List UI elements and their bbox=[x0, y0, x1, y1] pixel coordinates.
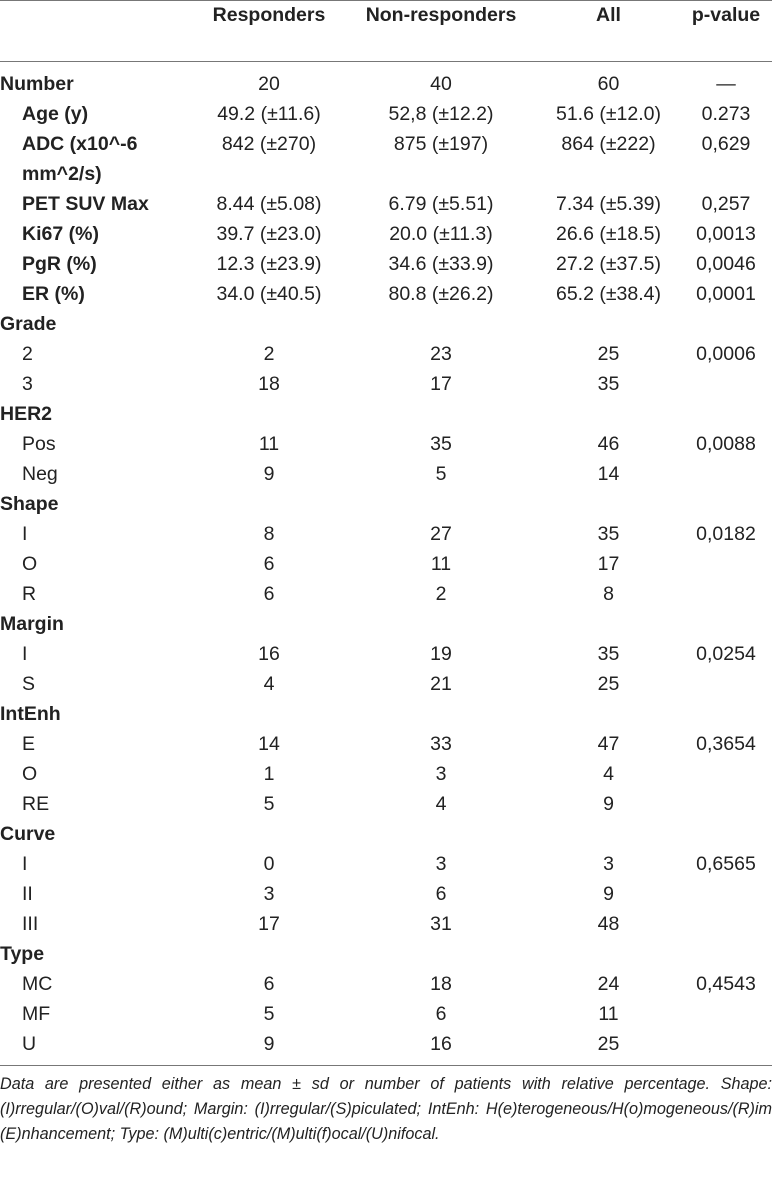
table-row bbox=[0, 309, 772, 339]
cell-all: 26.6 (±18.5) bbox=[555, 223, 661, 245]
cell-responders: 6 bbox=[263, 553, 275, 575]
cell-non-responders: 23 bbox=[430, 343, 452, 365]
cell-p-value bbox=[680, 669, 772, 699]
table-row bbox=[0, 369, 772, 399]
row-label: HER2 bbox=[0, 403, 53, 425]
table-row bbox=[0, 189, 772, 219]
cell-non-responders: 3 bbox=[435, 853, 447, 875]
cell-all: 60 bbox=[597, 73, 620, 95]
cell-p-value bbox=[680, 549, 772, 579]
cell-all: 14 bbox=[597, 463, 620, 485]
cell-p-value bbox=[680, 909, 772, 939]
cell-non-responders: 875 (±197) bbox=[393, 133, 489, 155]
cell-responders bbox=[193, 939, 345, 969]
cell-p-value bbox=[680, 1029, 772, 1059]
header-all: All bbox=[596, 4, 621, 26]
cell-p-value bbox=[680, 309, 772, 339]
row-label: Number bbox=[0, 73, 74, 95]
cell-p-value: 0,0006 bbox=[696, 343, 756, 365]
cell-all: 35 bbox=[597, 523, 620, 545]
cell-p-value bbox=[680, 399, 772, 429]
table-row bbox=[0, 699, 772, 729]
cell-non-responders bbox=[345, 699, 537, 729]
cell-p-value bbox=[680, 789, 772, 819]
cell-non-responders: 35 bbox=[430, 433, 452, 455]
cell-p-value: 0,629 bbox=[701, 133, 751, 155]
cell-responders: 842 (±270) bbox=[221, 133, 317, 155]
cell-non-responders: 2 bbox=[435, 583, 447, 605]
cell-p-value bbox=[680, 879, 772, 909]
table-row bbox=[0, 909, 772, 939]
table-row bbox=[0, 429, 772, 459]
table-row bbox=[0, 249, 772, 279]
row-label: Curve bbox=[0, 823, 56, 845]
cell-responders: 17 bbox=[258, 913, 280, 935]
cell-all: 48 bbox=[597, 913, 620, 935]
cell-non-responders bbox=[345, 489, 537, 519]
cell-p-value bbox=[680, 489, 772, 519]
cell-all: 4 bbox=[603, 763, 614, 785]
cell-non-responders bbox=[345, 609, 537, 639]
cell-all bbox=[537, 939, 680, 969]
cell-responders: 5 bbox=[263, 793, 275, 815]
cell-non-responders: 80.8 (±26.2) bbox=[388, 283, 494, 305]
table-row bbox=[0, 549, 772, 579]
cell-p-value bbox=[680, 819, 772, 849]
cell-responders bbox=[193, 309, 345, 339]
cell-all: 7.34 (±5.39) bbox=[555, 193, 661, 215]
cell-p-value: 0,4543 bbox=[696, 973, 756, 995]
table-body bbox=[0, 61, 772, 1059]
row-label: Neg bbox=[22, 463, 58, 485]
table-row bbox=[0, 669, 772, 699]
cell-all: 25 bbox=[597, 1033, 620, 1055]
cell-non-responders bbox=[345, 399, 537, 429]
header-non-responders: Non-responders bbox=[365, 4, 517, 26]
cell-responders: 6 bbox=[263, 973, 275, 995]
cell-responders bbox=[193, 489, 345, 519]
table-bottom-rule bbox=[0, 1065, 772, 1066]
row-label: Pos bbox=[22, 433, 56, 455]
row-label: ADC (x10^-6 mm^2/s) bbox=[22, 133, 138, 185]
cell-p-value bbox=[680, 579, 772, 609]
cell-non-responders: 18 bbox=[430, 973, 452, 995]
cell-all: 9 bbox=[603, 883, 614, 905]
cell-non-responders: 21 bbox=[430, 673, 452, 695]
row-label: Type bbox=[0, 943, 45, 965]
cell-all bbox=[537, 699, 680, 729]
cell-responders: 8.44 (±5.08) bbox=[216, 193, 322, 215]
cell-p-value bbox=[680, 369, 772, 399]
table-row bbox=[0, 99, 772, 129]
cell-non-responders: 6.79 (±5.51) bbox=[388, 193, 494, 215]
cell-responders: 11 bbox=[258, 433, 280, 455]
cell-responders: 5 bbox=[263, 1003, 275, 1025]
cell-p-value: 0,0046 bbox=[696, 253, 756, 275]
table-row bbox=[0, 849, 772, 879]
row-label: IntEnh bbox=[0, 703, 61, 725]
row-label: I bbox=[22, 853, 28, 875]
cell-non-responders: 3 bbox=[435, 763, 447, 785]
table-row bbox=[0, 399, 772, 429]
table-row bbox=[0, 459, 772, 489]
cell-non-responders: 52,8 (±12.2) bbox=[388, 103, 494, 125]
cell-non-responders: 40 bbox=[430, 73, 452, 95]
cell-non-responders bbox=[345, 819, 537, 849]
row-label: R bbox=[22, 583, 37, 605]
table-row bbox=[0, 489, 772, 519]
table-footnote: Data are presented either as mean ± sd or number of patients with relative percentage. Shape: (I)rregular/(O)val/(R)ound; Margin: (I)rregular/(S)piculated; IntEnh: H(e)terogeneous/H(o)mogeneous/(R)im (E)nhancement; Type: (M)ulti(c)entric/(M)ulti(f)ocal/(U)nifocal. bbox=[0, 1075, 772, 1143]
table-row bbox=[0, 339, 772, 369]
row-label: Margin bbox=[0, 613, 64, 635]
cell-responders: 16 bbox=[258, 643, 280, 665]
cell-p-value: — bbox=[716, 73, 736, 95]
cell-responders bbox=[193, 699, 345, 729]
cell-p-value: 0,0088 bbox=[696, 433, 756, 455]
cell-p-value: 0,0254 bbox=[696, 643, 756, 665]
cell-responders: 20 bbox=[258, 73, 280, 95]
cell-all: 35 bbox=[597, 373, 620, 395]
table-row bbox=[0, 1029, 772, 1059]
cell-all: 9 bbox=[603, 793, 614, 815]
cell-all: 46 bbox=[597, 433, 620, 455]
cell-all: 8 bbox=[603, 583, 614, 605]
table-row bbox=[0, 279, 772, 309]
row-label: S bbox=[22, 673, 36, 695]
table-row bbox=[0, 999, 772, 1029]
cell-responders: 12.3 (±23.9) bbox=[216, 253, 322, 275]
cell-all bbox=[537, 609, 680, 639]
cell-non-responders: 11 bbox=[430, 553, 452, 575]
table-row bbox=[0, 61, 772, 99]
cell-p-value: 0.273 bbox=[701, 103, 751, 125]
cell-responders bbox=[193, 399, 345, 429]
cell-all: 47 bbox=[597, 733, 620, 755]
cell-all: 24 bbox=[597, 973, 620, 995]
row-label: II bbox=[22, 883, 33, 905]
table-row bbox=[0, 969, 772, 999]
table-row bbox=[0, 639, 772, 669]
cell-responders: 18 bbox=[258, 373, 280, 395]
row-label: I bbox=[22, 643, 28, 665]
cell-responders: 4 bbox=[263, 673, 275, 695]
cell-all: 25 bbox=[597, 673, 620, 695]
cell-responders: 14 bbox=[258, 733, 280, 755]
row-label: E bbox=[22, 733, 36, 755]
cell-p-value: 0,6565 bbox=[696, 853, 756, 875]
cell-non-responders: 34.6 (±33.9) bbox=[388, 253, 494, 275]
row-label: 2 bbox=[22, 343, 33, 365]
cell-non-responders: 33 bbox=[430, 733, 452, 755]
table-row bbox=[0, 519, 772, 549]
row-label: I bbox=[22, 523, 28, 545]
cell-responders: 34.0 (±40.5) bbox=[216, 283, 322, 305]
cell-non-responders: 31 bbox=[430, 913, 452, 935]
row-label: Ki67 (%) bbox=[22, 223, 99, 245]
cell-responders: 2 bbox=[263, 343, 275, 365]
cell-p-value: 0,0013 bbox=[696, 223, 756, 245]
cell-p-value bbox=[680, 759, 772, 789]
cell-all bbox=[537, 819, 680, 849]
cell-p-value bbox=[680, 609, 772, 639]
header-p-value: p-value bbox=[691, 4, 761, 26]
row-label: MF bbox=[22, 1003, 51, 1025]
cell-non-responders: 6 bbox=[435, 1003, 447, 1025]
row-label: O bbox=[22, 553, 38, 575]
table-row bbox=[0, 759, 772, 789]
cell-all bbox=[537, 489, 680, 519]
cell-non-responders: 17 bbox=[430, 373, 452, 395]
cell-non-responders: 16 bbox=[430, 1033, 452, 1055]
cell-p-value: 0,0182 bbox=[696, 523, 756, 545]
cell-all: 3 bbox=[603, 853, 614, 875]
cell-non-responders: 27 bbox=[430, 523, 452, 545]
table-row bbox=[0, 129, 772, 189]
cell-all: 25 bbox=[597, 343, 620, 365]
row-label: III bbox=[22, 913, 39, 935]
cell-non-responders: 19 bbox=[430, 643, 452, 665]
row-label: Shape bbox=[0, 493, 59, 515]
cell-responders: 49.2 (±11.6) bbox=[217, 103, 321, 125]
table-row bbox=[0, 609, 772, 639]
table-row bbox=[0, 879, 772, 909]
row-label: U bbox=[22, 1033, 37, 1055]
table-row bbox=[0, 219, 772, 249]
cell-p-value: 0,0001 bbox=[696, 283, 756, 305]
cell-non-responders bbox=[345, 939, 537, 969]
cell-all: 864 (±222) bbox=[561, 133, 656, 155]
table-row bbox=[0, 789, 772, 819]
cell-all: 17 bbox=[597, 553, 620, 575]
table-row bbox=[0, 819, 772, 849]
table-row bbox=[0, 729, 772, 759]
cell-p-value: 0,3654 bbox=[696, 733, 756, 755]
cell-non-responders: 4 bbox=[435, 793, 447, 815]
cell-responders bbox=[193, 819, 345, 849]
cell-non-responders: 6 bbox=[435, 883, 447, 905]
row-label: MC bbox=[22, 973, 53, 995]
row-label: PET SUV Max bbox=[22, 193, 149, 215]
cell-non-responders: 20.0 (±11.3) bbox=[389, 223, 493, 245]
header-label-col bbox=[0, 0, 193, 61]
cell-all: 27.2 (±37.5) bbox=[555, 253, 661, 275]
row-label: RE bbox=[22, 793, 50, 815]
cell-all: 51.6 (±12.0) bbox=[555, 103, 661, 125]
cell-p-value bbox=[680, 459, 772, 489]
cell-p-value: 0,257 bbox=[701, 193, 751, 215]
cell-all: 11 bbox=[598, 1003, 619, 1025]
header-responders: Responders bbox=[212, 4, 326, 26]
row-label: Grade bbox=[0, 313, 57, 335]
row-label: O bbox=[22, 763, 38, 785]
cell-responders: 0 bbox=[263, 853, 275, 875]
cell-non-responders: 5 bbox=[435, 463, 447, 485]
row-label: 3 bbox=[22, 373, 33, 395]
row-label: ER (%) bbox=[22, 283, 85, 305]
cell-responders: 9 bbox=[263, 1033, 275, 1055]
cell-all: 35 bbox=[597, 643, 620, 665]
cell-responders bbox=[193, 609, 345, 639]
cell-all bbox=[537, 399, 680, 429]
table-row bbox=[0, 579, 772, 609]
cell-non-responders bbox=[345, 309, 537, 339]
cell-responders: 6 bbox=[263, 583, 275, 605]
row-label: PgR (%) bbox=[22, 253, 97, 275]
cell-all bbox=[537, 309, 680, 339]
cell-p-value bbox=[680, 699, 772, 729]
cell-p-value bbox=[680, 999, 772, 1029]
cell-responders: 39.7 (±23.0) bbox=[216, 223, 322, 245]
table-row bbox=[0, 939, 772, 969]
cell-responders: 8 bbox=[263, 523, 275, 545]
cell-p-value bbox=[680, 939, 772, 969]
cell-responders: 1 bbox=[263, 763, 275, 785]
header-row bbox=[0, 0, 772, 61]
cell-all: 65.2 (±38.4) bbox=[555, 283, 661, 305]
cell-responders: 3 bbox=[263, 883, 275, 905]
row-label: Age (y) bbox=[22, 103, 89, 125]
cell-responders: 9 bbox=[263, 463, 275, 485]
